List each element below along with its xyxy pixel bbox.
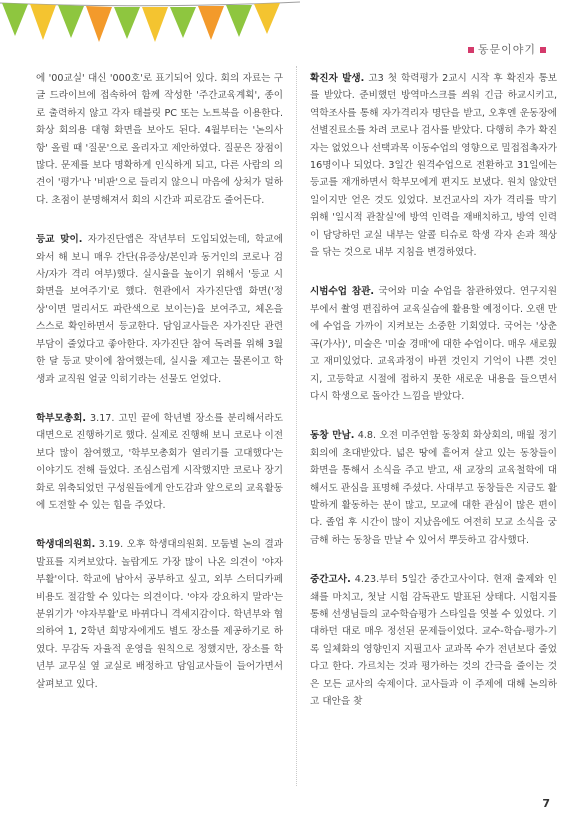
item-body: 4.23.부터 5일간 중간고사이다. 현재 출제와 인쇄를 마치고, 첫날 시험 감독관도 발표된 상태다. 시험지를 통해 선생님들의 교수학습평가 스타일을 엿볼 수 있었다. 기대하던 대로 매우 정선된 문제들이었다. 교수-학습-평가-기록 일체화의 영향인지 지필고사 교과목 수가 전년보다 줄었다고 한다. 가르치는 것과 평가하는 것의 간극을 줄이는 것은 모든 교사의 숙제이다. 교사들과 이 주제에 대해 논의하고 대안을 찾 xyxy=(310,574,557,707)
page-number: 7 xyxy=(542,797,550,810)
article-item xyxy=(310,283,557,405)
item-heading: 학생대의원회. xyxy=(36,539,96,551)
article-item xyxy=(36,231,283,388)
item-heading: 학부모총회. xyxy=(36,412,86,424)
article-item xyxy=(310,70,557,261)
bunting-flag xyxy=(2,3,28,36)
section-label-square-icon xyxy=(468,47,474,53)
item-heading: 확진자 발생. xyxy=(310,73,365,84)
bunting-flag xyxy=(254,3,280,34)
bunting-flag xyxy=(58,5,84,38)
item-heading: 중간고사. xyxy=(310,574,351,586)
article-item xyxy=(36,410,283,514)
right-column xyxy=(310,70,557,710)
section-label-square-icon xyxy=(540,47,546,53)
article-item xyxy=(310,571,557,710)
bunting-flag xyxy=(142,7,168,42)
bunting-flag xyxy=(114,7,140,39)
left-column xyxy=(36,70,283,693)
bunting-flag xyxy=(198,6,224,40)
item-heading: 등교 맞이. xyxy=(36,234,83,246)
bunting-flag xyxy=(86,6,112,42)
intro-paragraph: 에 '00교실' 대신 '000호'로 표기되어 있다. 회의 자료는 구글 드라이브에 접속하여 함께 작성한 '주간교육계획', 종이로 출력하지 않고 각자 태블릿 PC 또는 노트북을 이용한다. 화상 회의용 대형 화면을 보아도 된다. 4월부터는 '논의사항' 올릴 때 '질문'으로 올리자고 제안하였다. 질문은 장점이 많다. 문제를 보다 명확하게 인식하게 되고, 다른 사람의 의견이 '평가'나 '비판'으로 들리지 않으니 마음에 상처가 덜하다. 초점이 분명해져서 회의 시간과 피로감도 줄어든다. xyxy=(36,73,283,206)
item-body: 3.17. 고민 끝에 학년별 장소를 분리해서라도 대면으로 진행하기로 했다. 실제로 진행해 보니 코로나 이전보다 많이 참여했고, '학부모총회가 열리기를 고대했다'는 이야기도 전해 들었다. 조심스럽게 시작했지만 코로나 장기화로 위축되었던 구성원들에게 안도감과 앞으로의 교육활동에 도전할 수 있는 힘을 주었다. xyxy=(36,412,283,511)
article-item xyxy=(310,427,557,549)
section-label-text: 동문이야기 xyxy=(477,43,536,56)
item-body: 4.8. 오전 미주연합 동창회 화상회의, 매월 정기 회의에 초대받았다. 넓은 땅에 흩어져 살고 있는 동창들이 화면을 통해서 소식을 주고 받고, 새 교장의 교육철학에 대해서도 관심을 표명해 주셨다. 사대부고 동창들은 지금도 활발하게 활동하는 분이 많고, 모교에 대한 관심이 많은 편이다. 졸업 후 시간이 많이 지났음에도 여전히 모교 소식을 궁금해 하는 동창을 만날 수 있어서 뿌듯하고 감사했다. xyxy=(310,430,557,546)
item-heading: 시범수업 참관. xyxy=(310,286,375,298)
section-label xyxy=(464,41,550,57)
bunting-decoration xyxy=(0,0,300,46)
item-body: 자가진단앱은 작년부터 도입되었는데, 학교에 와서 해 보니 매우 간단(유증상/본인과 동거인의 코로나 검사/자가 격리 여부)했다. 실시율을 높이기 위해서 '등교 시 화면을 보여주기'로 했다. 현관에서 자가진단앱 화면('정상'이면 멀리서도 파란색으로 보이는)을 보여주고, 체온을 스스로 확인하면서 등교한다. 담임교사들은 자가진단 관련 부담이 줄었다고 좋아한다. 자가진단 참여 독려를 위해 3월 한 달 등교 맞이에 참여했는데, 실시율 제고는 물론이고 학생과 교직원 얼굴 익히기라는 선물도 얻었다. xyxy=(36,234,283,385)
item-body: 국어와 미술 수업을 참관하였다. 연구지원부에서 촬영 편집하여 교육실습에 활용할 예정이다. 오랜 만에 수업을 가까이 지켜보는 소중한 기회였다. 국어는 '상춘곡(가사)', 미술은 '미술 경매'에 대한 수업이다. 매우 새로웠고 재미있었다. 교육과정이 바뀐 것인지 기억이 나쁜 것인지, 고등학교 시절에 접하지 못한 새로운 내용을 들으면서 다시 학생으로 돌아간 느낌을 받았다. xyxy=(310,286,557,402)
column-divider xyxy=(296,66,297,786)
bunting-flag xyxy=(170,7,196,38)
item-body: 고3 첫 학력평가 2교시 시작 후 확진자 통보를 받았다. 준비했던 방역마스크를 씌워 긴급 하교시키고, 역학조사를 통해 자가격리자 명단을 받고, 오후엔 운동장에 선별진료소를 차려 코로나 검사를 받았다. 다행히 추가 확진자는 없었으나 선택과목 이동수업의 영향으로 밀접접촉자가 16명이나 되었다. 3일간 원격수업으로 전환하고 31일에는 등교를 재개하면서 학부모에게 편지도 보냈다. 원치 않았던 일이지만 얻은 것도 있었다. 보건교사의 자가 격리를 막기 위해 '일시적 관찰실'에 방역 인력을 재배치하고, 방역 인력이 담당하던 교실 내부는 알콜 티슈로 학생 각자 손과 책상을 닦는 것으로 내부 지침을 변경하였다. xyxy=(310,73,557,259)
item-body: 3.19. 오후 학생대의원회. 모둠별 논의 결과 발표를 지켜보았다. 놀랍게도 가장 많이 나온 의견이 '야자부활'이다. 학교에 남아서 공부하고 싶고, 외부 스터디카페 비용도 절감할 수 있다는 의견이다. '야자 강요하지 말라'는 분위기가 '야자부활'로 바뀌다니 격세지감이다. 학년부와 협의하여 1, 2학년 희망자에게도 별도 장소를 제공하기로 하였다. 무감독 자율적 운영을 원칙으로 정했지만, 장소를 학년부 교무실 옆 교실로 배정하고 담임교사들이 들어가면서 살펴보고 있다. xyxy=(36,539,283,690)
item-heading: 동창 만남. xyxy=(310,430,355,442)
bunting-flag xyxy=(30,4,56,40)
bunting-flag xyxy=(226,5,252,37)
article-item xyxy=(36,536,283,693)
